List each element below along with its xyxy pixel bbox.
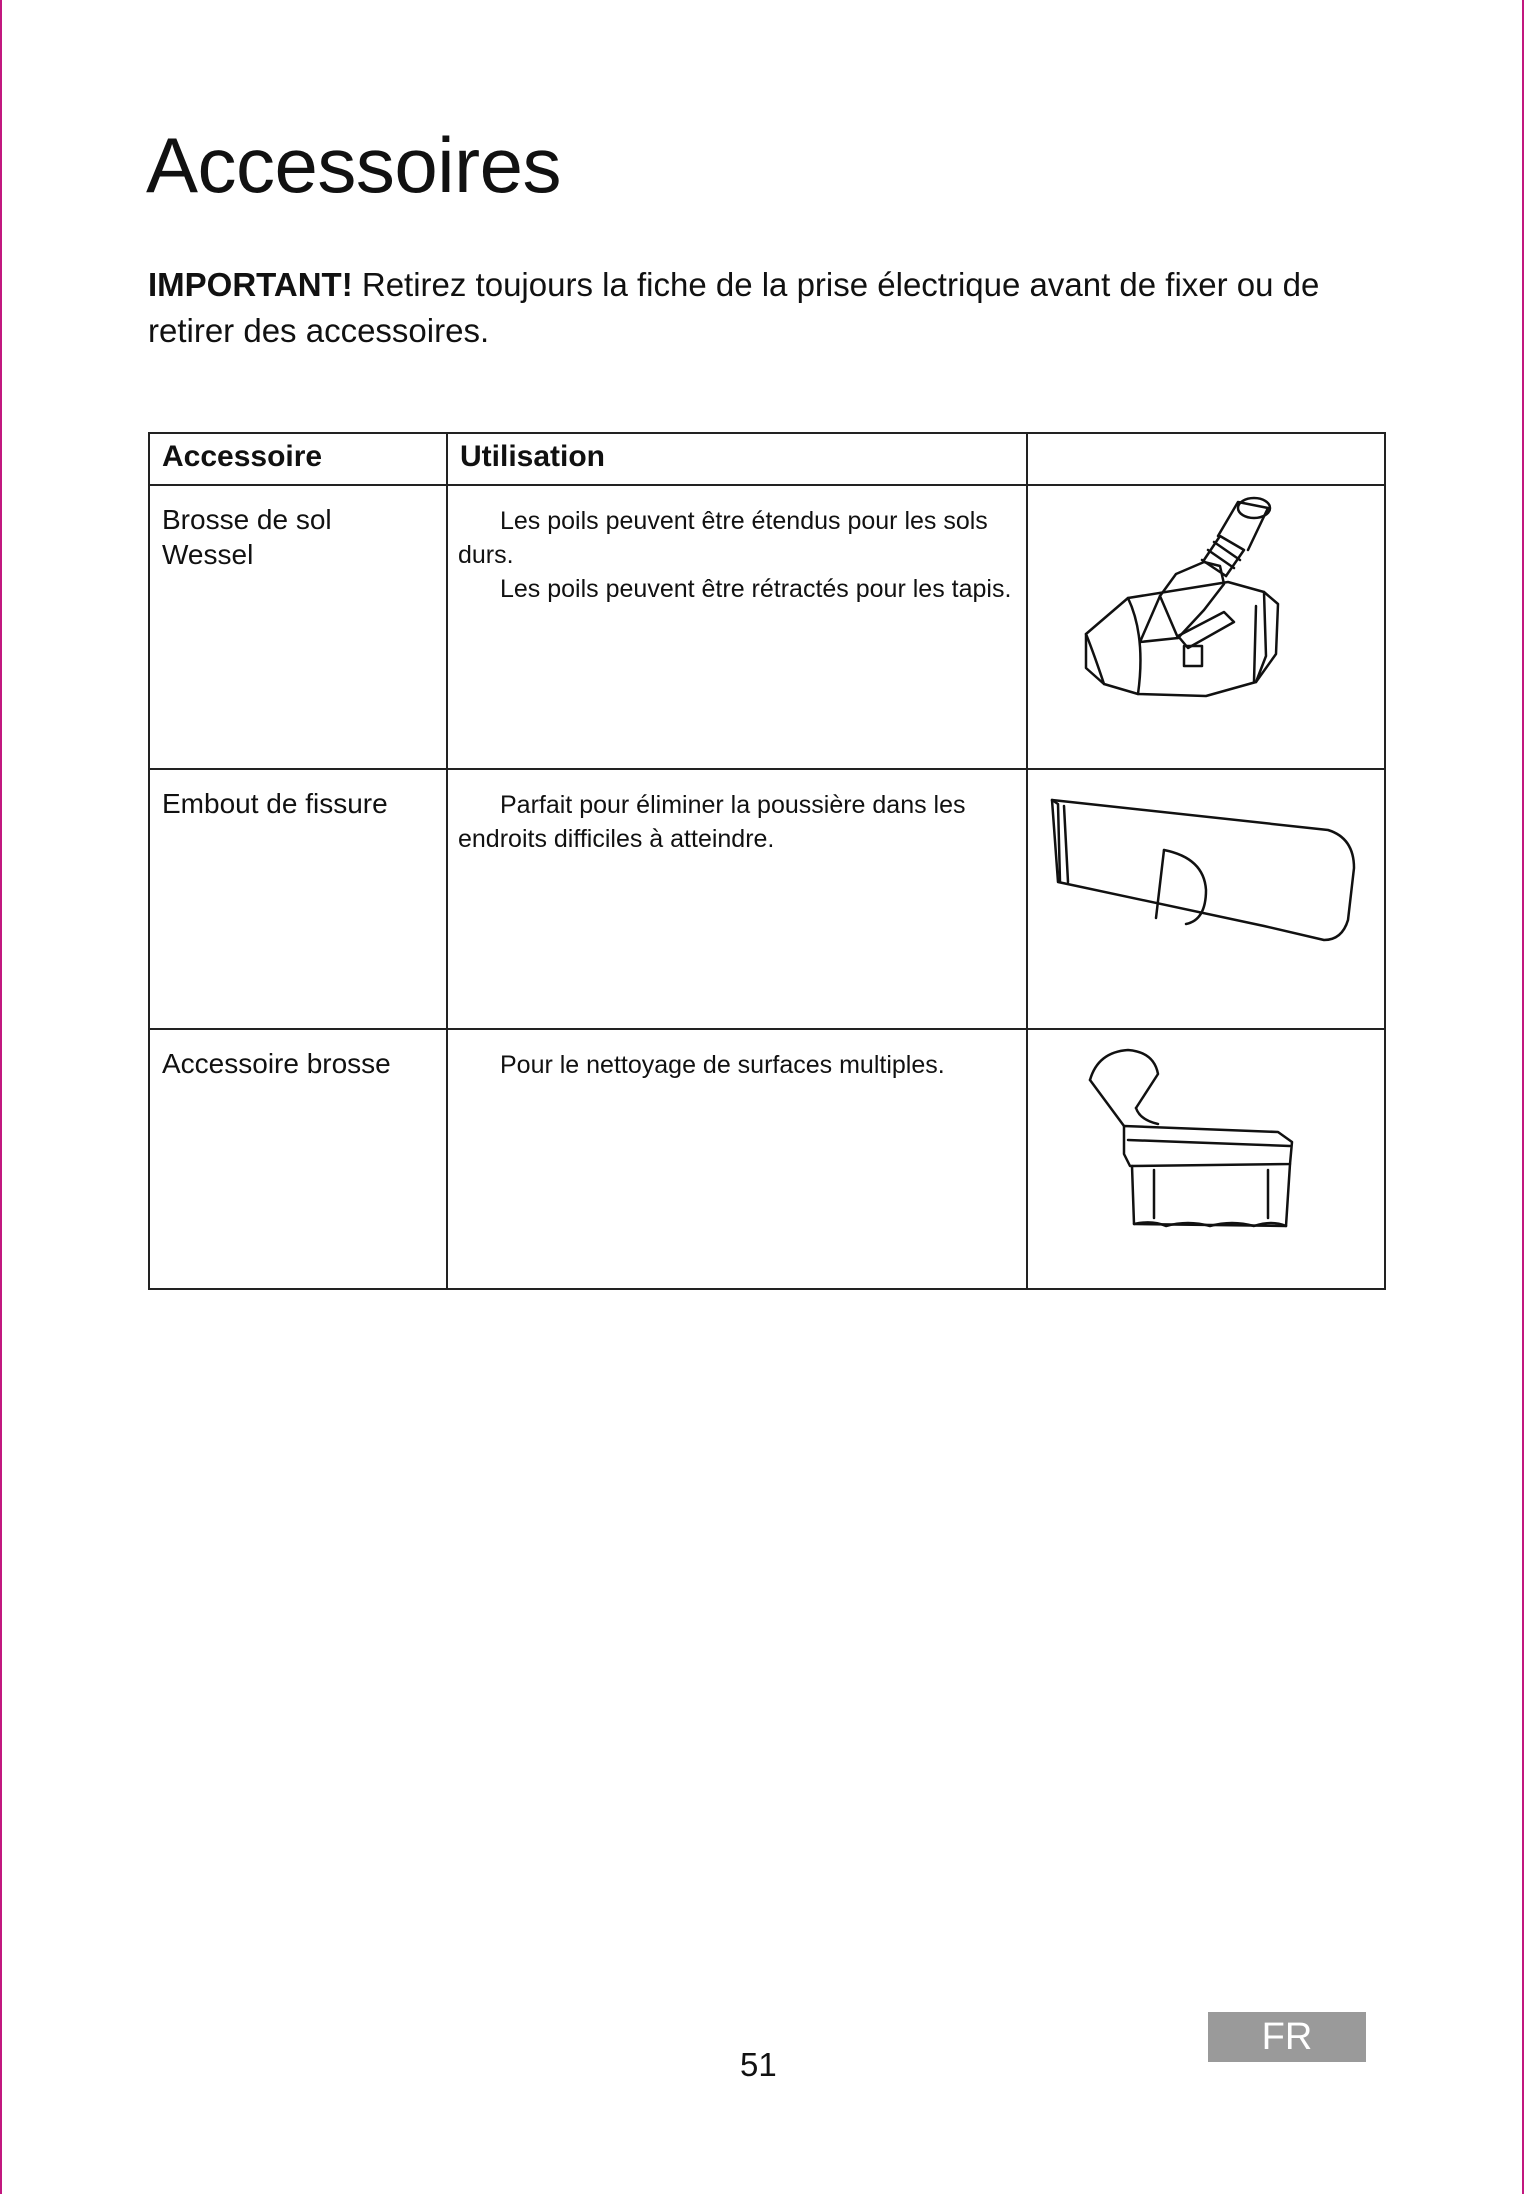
header-utilisation: Utilisation — [447, 433, 1027, 485]
accessory-name-line: Brosse de sol — [162, 504, 332, 535]
usage-text: Pour le nettoyage de surfaces multiples. — [500, 1051, 945, 1079]
table-header-row — [149, 433, 1385, 485]
accessory-usage-cell — [447, 485, 1027, 769]
table-row — [149, 485, 1385, 769]
usage-text: Les poils peuvent être rétractés pour les tapis. — [500, 575, 1012, 603]
header-illustration — [1027, 433, 1385, 485]
usage-text: Les poils peuvent être étendus pour les sols durs. — [458, 507, 988, 569]
accessory-name-line: Accessoire brosse — [162, 1048, 391, 1079]
table-row — [149, 1029, 1385, 1289]
accessory-name-cell — [149, 485, 447, 769]
accessories-table — [148, 432, 1386, 1290]
usage-text: Parfait pour éliminer la poussière dans les endroits difficiles à atteindre. — [458, 791, 966, 853]
floor-brush-icon — [1028, 486, 1384, 748]
crevice-tool-icon — [1028, 770, 1384, 1008]
accessory-name-cell — [149, 769, 447, 1029]
accessory-name-line: Embout de fissure — [162, 788, 388, 819]
important-label: IMPORTANT! — [148, 266, 353, 303]
important-text: Retirez toujours la fiche de la prise électrique avant de fixer ou de retirer des accessoires. — [148, 266, 1320, 349]
accessory-usage-cell — [447, 1029, 1027, 1289]
dusting-brush-icon — [1028, 1030, 1384, 1268]
page-number: 51 — [740, 2046, 777, 2083]
important-notice — [148, 262, 1388, 354]
accessory-usage-cell — [447, 769, 1027, 1029]
accessory-name-cell — [149, 1029, 447, 1289]
page-title: Accessoires — [146, 121, 561, 209]
table-row — [149, 769, 1385, 1029]
header-accessoire: Accessoire — [149, 433, 447, 485]
accessory-illustration-cell — [1027, 1029, 1385, 1289]
accessory-illustration-cell — [1027, 769, 1385, 1029]
accessory-name-line: Wessel — [162, 539, 254, 570]
page-border-left — [0, 0, 2, 2194]
language-badge: FR — [1208, 2012, 1366, 2062]
accessory-illustration-cell — [1027, 485, 1385, 769]
